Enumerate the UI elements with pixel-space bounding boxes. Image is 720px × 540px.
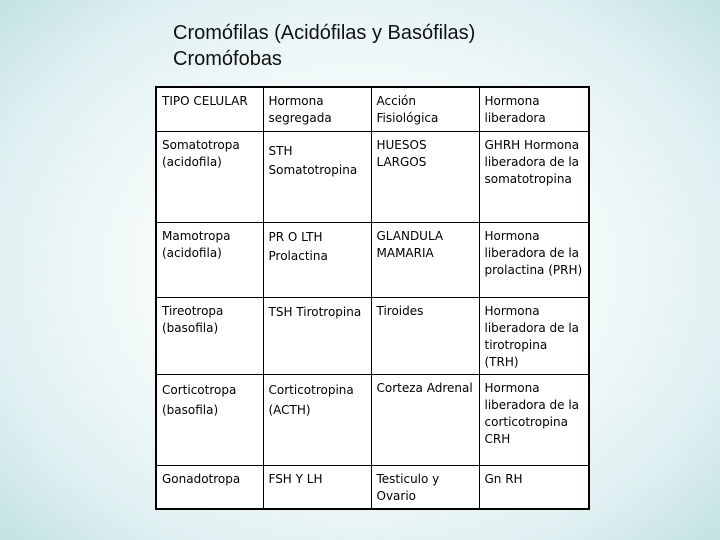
table-cell: Hormona liberadora — [479, 87, 589, 131]
table-cell: Hormona liberadora de la prolactina (PRH) — [479, 222, 589, 297]
table-row — [156, 222, 589, 297]
table-cell: Tireotropa (basofila) — [156, 297, 263, 374]
title-line-2: Cromófobas — [173, 48, 282, 70]
table-cell: PR O LTH Prolactina — [263, 222, 371, 297]
slide-title — [173, 20, 475, 72]
table-cell: HUESOS LARGOS — [371, 131, 479, 222]
table-cell: GHRH Hormona liberadora de la somatotropina — [479, 131, 589, 222]
table-cell: Mamotropa (acidofila) — [156, 222, 263, 297]
table-cell: Corticotropina (ACTH) — [263, 374, 371, 465]
table-cell: STH Somatotropina — [263, 131, 371, 222]
table-row — [156, 131, 589, 222]
table-cell: Gn RH — [479, 465, 589, 509]
table-row — [156, 374, 589, 465]
table-cell: Corticotropa (basofila) — [156, 374, 263, 465]
hormone-table — [155, 86, 590, 510]
table-cell: Corteza Adrenal — [371, 374, 479, 465]
table-cell: FSH Y LH — [263, 465, 371, 509]
table-cell: Hormona liberadora de la tirotropina (TRH) — [479, 297, 589, 374]
table-cell: Somatotropa (acidofila) — [156, 131, 263, 222]
table-cell: Acción Fisiológica — [371, 87, 479, 131]
title-line-1: Cromófilas (Acidófilas y Basófilas) — [173, 22, 476, 44]
table-cell: TIPO CELULAR — [156, 87, 263, 131]
table-cell: TSH Tirotropina — [263, 297, 371, 374]
table-row-header — [156, 87, 589, 131]
table-row — [156, 297, 589, 374]
table-cell: GLANDULA MAMARIA — [371, 222, 479, 297]
table-row — [156, 465, 589, 509]
table-cell: Testiculo y Ovario — [371, 465, 479, 509]
table-cell: Hormona liberadora de la corticotropina CRH — [479, 374, 589, 465]
table-cell: Hormona segregada — [263, 87, 371, 131]
table-cell: Gonadotropa — [156, 465, 263, 509]
table-cell: Tiroides — [371, 297, 479, 374]
